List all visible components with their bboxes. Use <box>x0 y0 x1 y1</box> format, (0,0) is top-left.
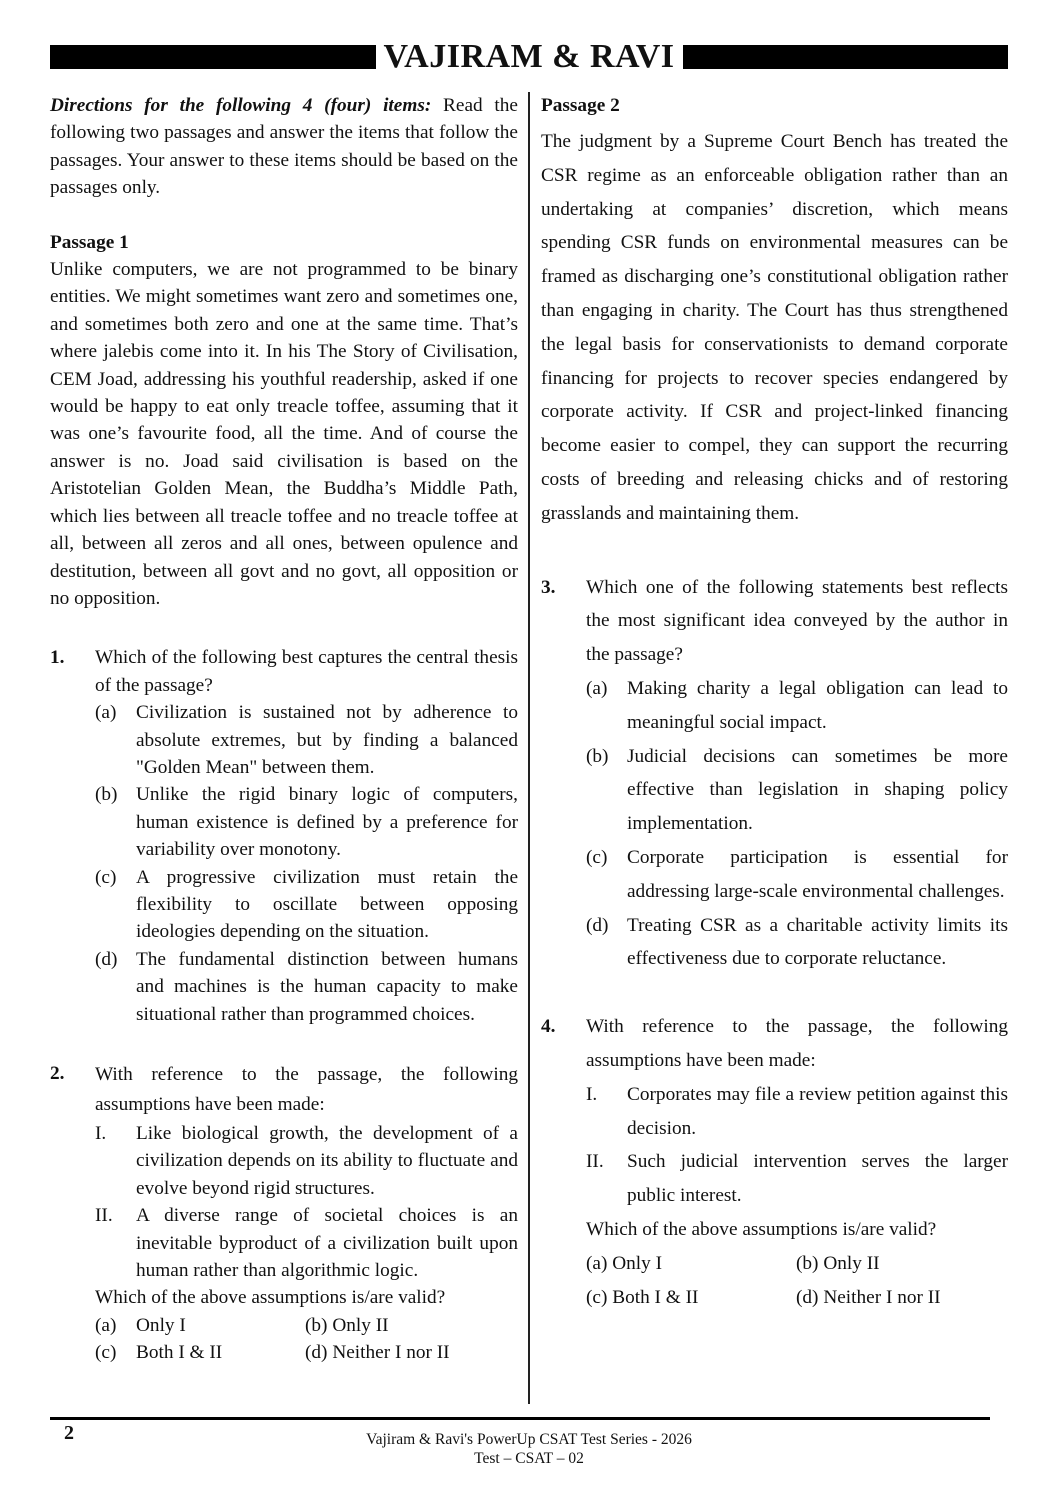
footer-rule <box>50 1417 990 1420</box>
statement-text: Like biological growth, the development of a civilization depends on its ability to fluctuate and evolve beyond rigid structures. <box>136 1123 518 1199</box>
statement-label: I. <box>95 1123 107 1144</box>
option-label: (d) <box>586 914 609 936</box>
passage-1-text: Unlike computers, we are not programmed to be binary entities. We might sometimes want zero and sometimes one, and sometimes both zero and one at the same time. That’s where jalebis come into it. In his The Story of Civilisation, CEM Joad, addressing his youthful readership, asked if one would be happy to eat only treacle toffee, assuming that it was one’s favourite food, all the time. And of course the answer is no. Joad said civilisation is based on the Aristotelian Golden Mean, the Buddha’s Middle Path, which lies between all treacle toffee and no treacle toffee at all, between all zeros and all ones, between opulence and destitution, between all govt and no govt, all opposition or no opposition. <box>50 259 518 609</box>
question-1 <box>50 644 518 1028</box>
statement-1 <box>95 1120 518 1202</box>
option-label: (c) <box>95 866 117 888</box>
question-stem: With reference to the passage, the following assumptions have been made: <box>586 1016 1008 1071</box>
header-bar-left <box>50 45 376 69</box>
answer-label: (b) <box>305 1314 328 1336</box>
answer-label: (b) <box>796 1252 819 1274</box>
statement-label: II. <box>95 1205 113 1227</box>
statement-1 <box>586 1078 1008 1146</box>
directions <box>50 92 518 202</box>
question-4 <box>541 1010 1008 1314</box>
answer-label: (a) <box>95 1314 117 1336</box>
statement-text: A diverse range of societal choices is an inevitable byproduct of a civilization built upon human rather than algorithmic logic. <box>136 1205 518 1282</box>
directions-text: Read the following two passages and answer the items that follow the passages. Your answer to these items should be based on the passages only. <box>50 95 518 199</box>
answer-label: (d) <box>305 1342 328 1364</box>
question-prompt: Which of the above assumptions is/are valid? <box>95 1287 446 1309</box>
answer-d[interactable] <box>305 1339 518 1366</box>
statement-text: Such judicial intervention serves the larger public interest. <box>627 1151 1008 1207</box>
statement-2 <box>586 1145 1008 1213</box>
statement-text: Corporates may file a review petition against this decision. <box>627 1083 1008 1139</box>
passage-2-text: The judgment by a Supreme Court Bench has treated the CSR regime as an enforceable obligation rather than an undertaking at companies’ discretion, which means spending CSR funds on environmental measures can be framed as discharging one’s constitutional obligation rather than engaging in charity. The Court has thus strengthened the legal basis for conservationists to demand corporate financing for projects to recover species endangered by corporate activity. If CSR and project-linked financing become easier to compel, they can support the recurring costs of breeding and releasing chicks and of restoring grasslands and maintaining them. <box>541 131 1008 524</box>
directions-lead: Directions for the following 4 (four) items: <box>50 95 432 116</box>
answer-text: Only II <box>332 1314 389 1336</box>
option-label: (b) <box>95 784 118 806</box>
question-3 <box>541 571 1008 977</box>
answer-label: (c) <box>95 1342 117 1364</box>
question-number: 1. <box>50 647 65 669</box>
question-2 <box>50 1060 518 1367</box>
answer-c[interactable] <box>95 1339 305 1366</box>
answer-label: (c) <box>586 1286 608 1308</box>
option-text: Treating CSR as a charitable activity limits its effectiveness due to corporate reluctance. <box>627 914 1008 970</box>
passage-1-heading: Passage 1 <box>50 231 129 253</box>
answer-choices <box>586 1247 1008 1315</box>
question-prompt: Which of the above assumptions is/are valid? <box>586 1218 937 1240</box>
answer-b[interactable] <box>796 1247 1008 1281</box>
answer-text: Only I <box>612 1252 663 1274</box>
option-b[interactable] <box>95 781 518 863</box>
option-label: (a) <box>95 702 117 724</box>
answer-text: Both I & II <box>136 1342 223 1364</box>
answer-d[interactable] <box>796 1281 1008 1315</box>
option-b[interactable] <box>586 740 1008 841</box>
brand-title: VAJIRAM & RAVI <box>383 38 675 75</box>
option-a[interactable] <box>586 672 1008 740</box>
option-label: (d) <box>95 948 118 970</box>
question-number: 2. <box>50 1063 65 1084</box>
option-d[interactable] <box>95 946 518 1028</box>
question-number: 3. <box>541 576 556 598</box>
question-stem: Which one of the following statements best reflects the most significant idea conveyed by the author in the passage? <box>586 576 1008 666</box>
option-label: (c) <box>586 846 608 868</box>
question-stem: Which of the following best captures the central thesis of the passage? <box>95 647 518 696</box>
answer-text: Neither I nor II <box>823 1286 941 1308</box>
answer-choices <box>95 1312 518 1367</box>
option-a[interactable] <box>95 699 518 781</box>
answer-text: Only II <box>823 1252 880 1274</box>
passage-2-heading: Passage 2 <box>541 95 620 116</box>
answer-a[interactable] <box>95 1312 305 1339</box>
question-number: 4. <box>541 1016 556 1038</box>
option-text: A progressive civilization must retain the flexibility to oscillate between opposing ideologies depending on the situation. <box>136 866 518 943</box>
option-text: Judicial decisions can sometimes be more effective than legislation in shaping policy implementation. <box>627 745 1008 835</box>
page-header <box>50 38 1008 75</box>
question-stem: With reference to the passage, the following assumptions have been made: <box>95 1064 518 1115</box>
footer-series: Vajiram & Ravi's PowerUp CSAT Test Series - 2026 <box>366 1431 692 1448</box>
statement-label: II. <box>586 1151 604 1173</box>
option-text: Corporate participation is essential for addressing large-scale environmental challenges. <box>627 846 1008 902</box>
option-c[interactable] <box>586 841 1008 909</box>
answer-text: Both I & II <box>612 1286 699 1308</box>
answer-label: (d) <box>796 1286 819 1308</box>
footer-test: Test – CSAT – 02 <box>474 1450 584 1467</box>
answer-c[interactable] <box>586 1281 796 1315</box>
option-d[interactable] <box>586 909 1008 977</box>
right-column <box>541 92 1008 1314</box>
column-divider <box>528 92 530 1404</box>
option-label: (a) <box>586 677 608 699</box>
option-c[interactable] <box>95 864 518 946</box>
footer <box>0 1430 1058 1468</box>
statement-label: I. <box>586 1083 598 1105</box>
header-bar-right <box>683 45 1009 69</box>
option-text: Unlike the rigid binary logic of computers, human existence is defined by a preference for variability over monotony. <box>136 784 518 861</box>
answer-b[interactable] <box>305 1312 518 1339</box>
option-text: Civilization is sustained not by adherence to absolute extremes, but by finding a balanced "Golden Mean" between them. <box>136 702 518 778</box>
statement-2 <box>95 1202 518 1284</box>
answer-text: Neither I nor II <box>332 1342 450 1364</box>
left-column <box>50 92 518 1367</box>
option-text: Making charity a legal obligation can lead to meaningful social impact. <box>627 677 1008 733</box>
answer-a[interactable] <box>586 1247 796 1281</box>
option-label: (b) <box>586 745 609 767</box>
answer-label: (a) <box>586 1252 608 1274</box>
answer-text: Only I <box>136 1314 186 1336</box>
option-text: The fundamental distinction between humans and machines is the human capacity to make situational rather than programmed choices. <box>136 948 518 1025</box>
page-number: 2 <box>64 1422 74 1444</box>
